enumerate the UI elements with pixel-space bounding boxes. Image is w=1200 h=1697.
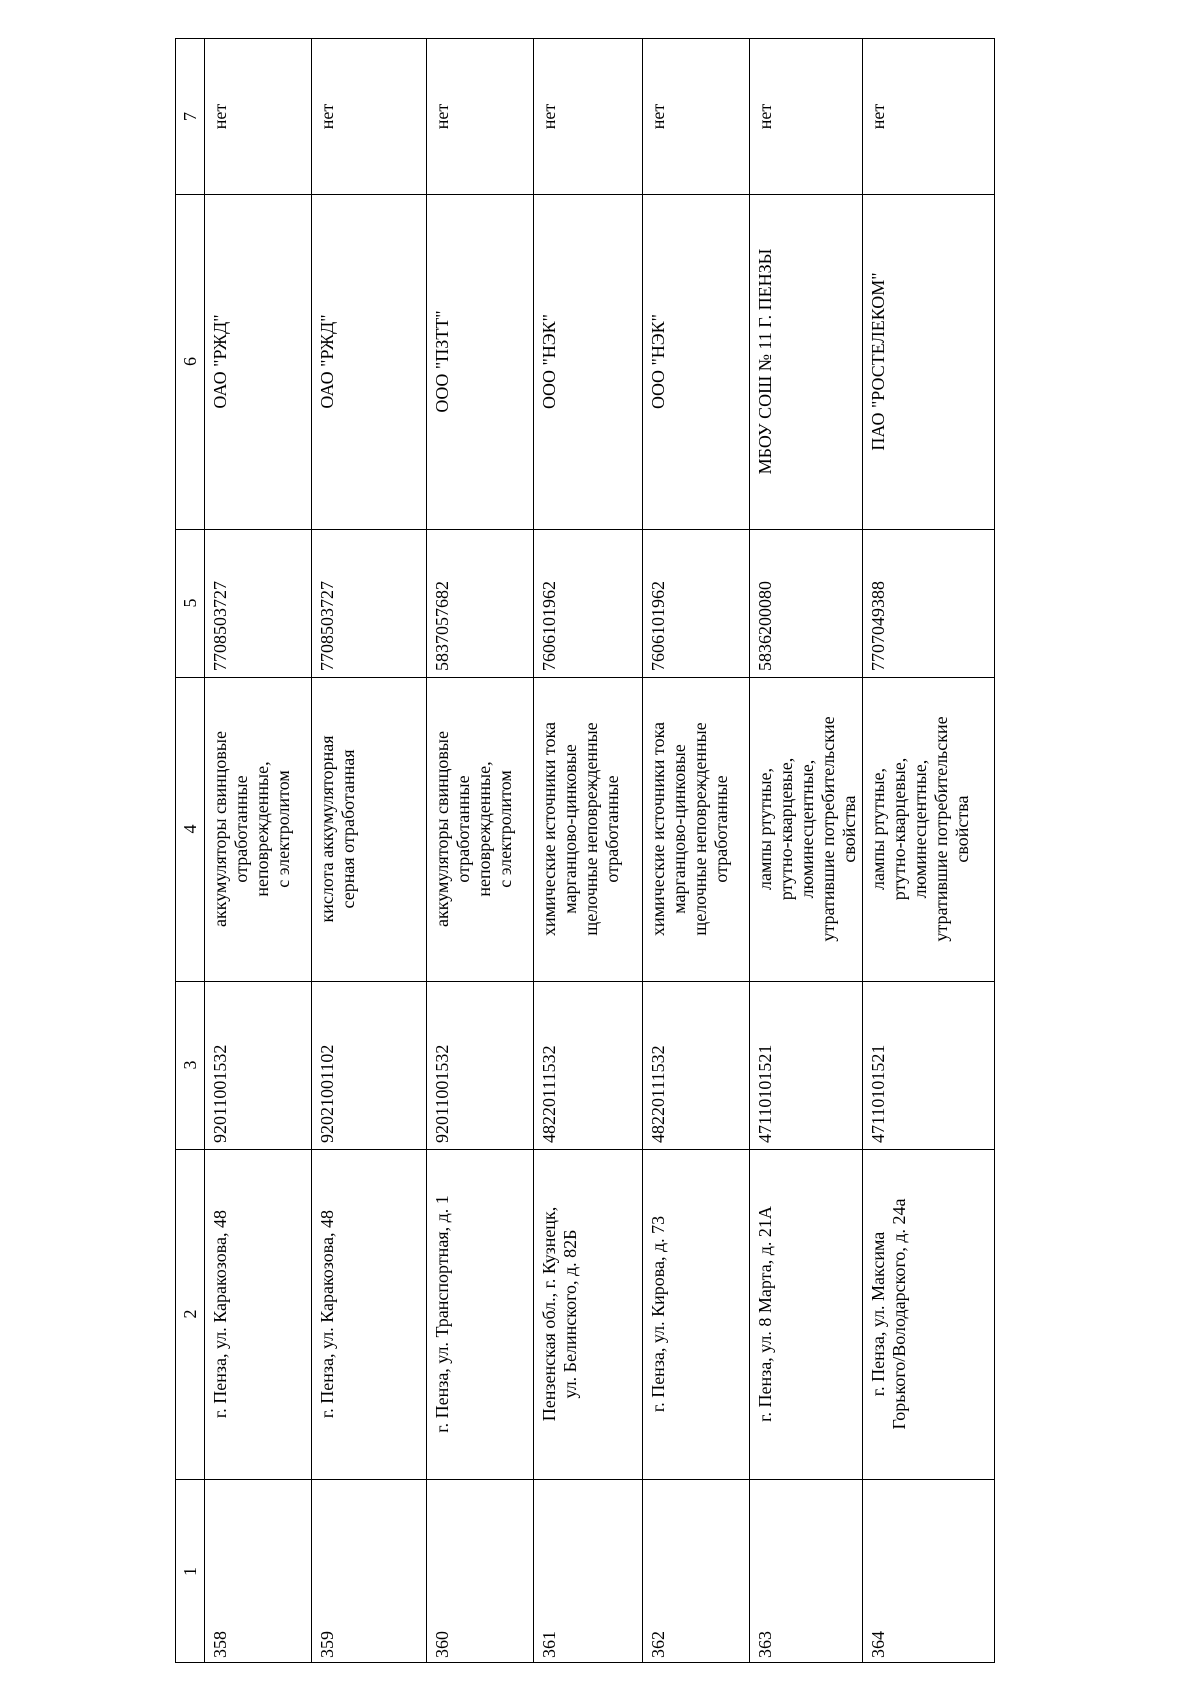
cell-waste-line: отработанные [453, 775, 473, 883]
cell-waste-line: свойства [839, 795, 859, 863]
cell-inn: 5836200080 [755, 581, 775, 671]
column-header-1: 1 [179, 1567, 200, 1576]
cell-org: ООО "НЭК" [539, 313, 559, 410]
column-header-3: 3 [179, 1060, 200, 1070]
cell-code: 48220111532 [539, 1045, 559, 1143]
cell-col7: нет [432, 103, 452, 130]
cell-waste-line: люминесцентные, [910, 759, 930, 899]
cell-waste-line: неповрежденные, [252, 761, 272, 897]
cell-code: 92011001532 [210, 1044, 230, 1143]
cell-waste-line: щелочные неповрежденные [581, 722, 601, 936]
cell-address-line: г. Пенза, ул. Каракозова, 48 [317, 1209, 337, 1419]
cell-address-line: г. Пенза, ул. Каракозова, 48 [210, 1209, 230, 1419]
cell-waste [426, 677, 533, 981]
cell-waste [311, 677, 426, 981]
cell-address-line: ул. Белинского, д. 82Б [560, 1229, 580, 1399]
column-header-7: 7 [179, 112, 200, 121]
waste-registry-table [175, 38, 995, 1663]
cell-code: 92021001102 [317, 1044, 337, 1143]
cell-waste-line: утратившие потребительские [931, 716, 951, 942]
cell-waste [642, 677, 749, 981]
column-header-2: 2 [179, 1309, 200, 1319]
cell-inn: 7707049388 [868, 581, 888, 671]
cell-waste-line: ртутно-кварцевые, [889, 757, 909, 901]
cell-waste-line: кислота аккумуляторная [317, 735, 337, 923]
cell-org: ООО "НЭК" [648, 313, 668, 410]
cell-code: 48220111532 [648, 1045, 668, 1143]
cell-waste [204, 677, 311, 981]
cell-waste [862, 677, 996, 981]
cell-waste-line: с электролитом [273, 770, 293, 888]
cell-address [749, 1149, 862, 1479]
cell-waste-line: отработанные [711, 775, 731, 883]
cell-address [642, 1149, 749, 1479]
cell-address-line: г. Пенза, ул. 8 Марта, д. 21А [755, 1206, 775, 1422]
cell-num: 363 [755, 1631, 775, 1658]
cell-waste [749, 677, 862, 981]
cell-waste-line: неповрежденные, [474, 761, 494, 897]
cell-org: ОАО "РЖД" [210, 314, 230, 409]
cell-num: 361 [539, 1631, 559, 1658]
cell-address [204, 1149, 311, 1479]
cell-waste-line: щелочные неповрежденные [690, 722, 710, 936]
cell-waste [533, 677, 642, 981]
cell-waste-line: аккумуляторы свинцовые [210, 730, 230, 928]
cell-waste-line: ртутно-кварцевые, [776, 757, 796, 901]
cell-address [426, 1149, 533, 1479]
cell-num: 358 [210, 1631, 230, 1658]
cell-code: 92011001532 [432, 1044, 452, 1143]
cell-waste-line: химические источники тока [539, 721, 559, 937]
cell-address-line: Пензенская обл., г. Кузнецк, [539, 1206, 559, 1422]
cell-waste-line: лампы ртутные, [868, 767, 888, 891]
cell-col7: нет [539, 103, 559, 130]
cell-num: 362 [648, 1631, 668, 1658]
cell-col7: нет [648, 103, 668, 130]
cell-code: 47110101521 [868, 1044, 888, 1143]
cell-inn: 7606101962 [539, 581, 559, 671]
cell-address-line: г. Пенза, ул. Кирова, д. 73 [648, 1215, 668, 1413]
cell-code: 47110101521 [755, 1044, 775, 1143]
cell-inn: 5837057682 [432, 581, 452, 671]
cell-waste-line: марганцово-цинковые [669, 744, 689, 914]
cell-inn: 7708503727 [210, 581, 230, 671]
column-header-4: 4 [179, 824, 200, 834]
cell-address [862, 1149, 996, 1479]
cell-waste-line: с электролитом [495, 770, 515, 888]
cell-waste-line: аккумуляторы свинцовые [432, 730, 452, 928]
cell-address-line: г. Пенза, ул. Максима [868, 1231, 888, 1397]
cell-waste-line: серная отработанная [338, 749, 358, 909]
cell-org: ОАО "РЖД" [317, 314, 337, 409]
cell-waste-line: отработанные [602, 775, 622, 883]
cell-waste-line: лампы ртутные, [755, 767, 775, 891]
cell-waste-line: люминесцентные, [797, 759, 817, 899]
cell-waste-line: отработанные [231, 775, 251, 883]
cell-address [533, 1149, 642, 1479]
cell-org: ПАО "РОСТЕЛЕКОМ" [868, 272, 888, 451]
cell-num: 359 [317, 1631, 337, 1658]
cell-address [311, 1149, 426, 1479]
cell-org: МБОУ СОШ № 11 Г. ПЕНЗЫ [755, 248, 775, 475]
cell-num: 360 [432, 1631, 452, 1658]
column-header-5: 5 [179, 598, 200, 608]
cell-col7: нет [317, 103, 337, 130]
column-header-6: 6 [179, 357, 200, 366]
cell-col7: нет [210, 103, 230, 130]
cell-org: ООО "ПЗТТ" [432, 310, 452, 413]
cell-inn: 7606101962 [648, 581, 668, 671]
cell-address-line: Горького/Володарского, д. 24а [889, 1198, 909, 1430]
cell-col7: нет [755, 103, 775, 130]
cell-waste-line: свойства [952, 795, 972, 863]
cell-num: 364 [868, 1631, 888, 1658]
cell-waste-line: утратившие потребительские [818, 716, 838, 942]
cell-col7: нет [868, 103, 888, 130]
cell-waste-line: химические источники тока [648, 721, 668, 937]
cell-address-line: г. Пенза, ул. Транспортная, д. 1 [432, 1195, 452, 1433]
cell-waste-line: марганцово-цинковые [560, 744, 580, 914]
cell-inn: 7708503727 [317, 581, 337, 671]
